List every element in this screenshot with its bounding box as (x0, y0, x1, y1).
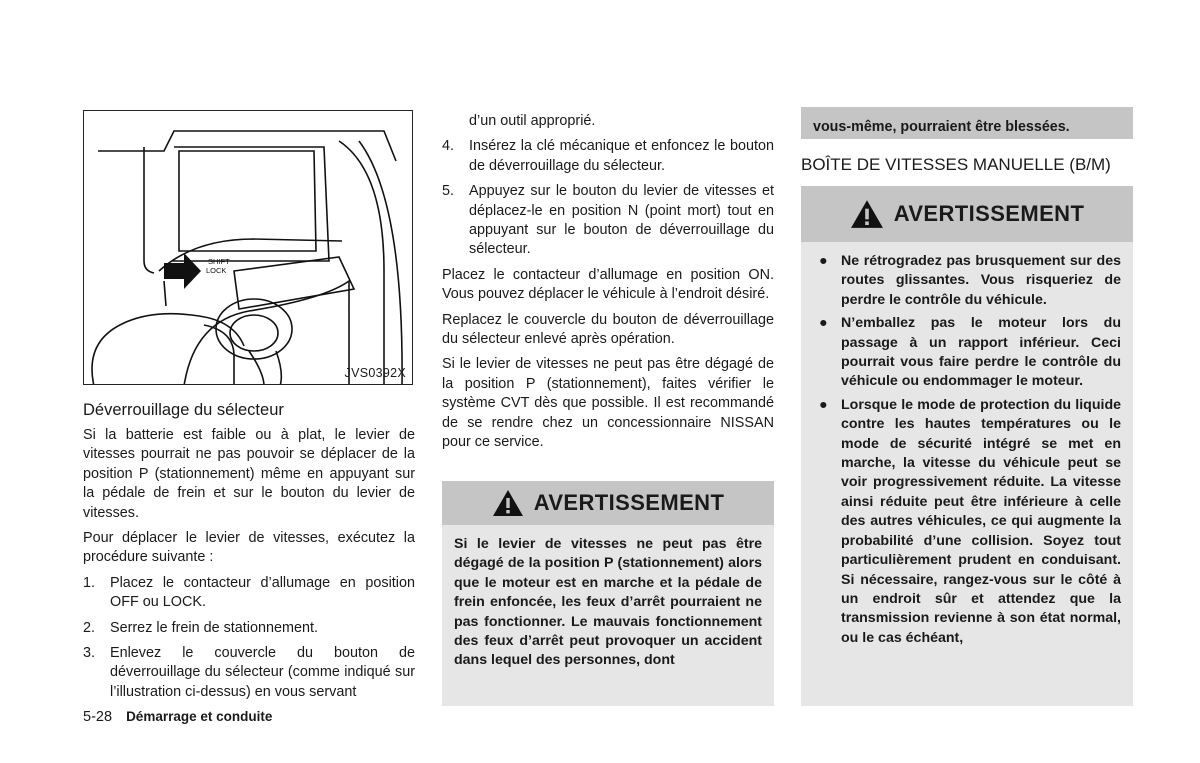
col2-body (442, 112, 774, 459)
bullet: ● (819, 315, 828, 332)
console-drawing (84, 111, 413, 385)
list-item (442, 137, 774, 176)
warning-text: Si le levier de vitesses ne peut pas être dégagé de la position P (stationnement) alors que le moteur est en marche et la pédale de frein enfoncée, les feux d’arrêt pourraient ne pas fonctionner. Le mauvais fonctionnement des feux d’arrêt peut provoquer un accident dans lequel des personnes, dont (454, 536, 762, 669)
procedure-steps (83, 574, 415, 702)
subheading: Déverrouillage du sélecteur (83, 401, 284, 419)
shift-lock-illustration (83, 110, 413, 385)
step-number: 1. (83, 574, 96, 591)
footer-section-title: Démarrage et conduite (126, 709, 273, 724)
section-title: BOÎTE DE VITESSES MANUELLE (B/M) (801, 155, 1111, 174)
bullet-text: Ne rétrogradez pas brusquement sur des routes glissantes. Vous risqueriez de perdre le contrôle du véhicule. (841, 253, 1121, 308)
figure-caption: JVS0392X (344, 366, 406, 380)
bullet-text: Lorsque le mode de protection du liquide contre les hautes températures ou le mode de sécurité intégré se met en marche, la vitesse du véhicule peut se voir progressivement réduite. La vitesse ainsi réduite peut être inférieure à celle des autres véhicules, ce qui augmente la probabilité d’une collision. Soyez tout particulièrement prudent en conduisant. Si nécessaire, rangez-vous sur le côté à un endroit sûr et attendez que la transmission revienne à son état normal, ou le cas échéant, (841, 396, 1121, 646)
paragraph: Si le levier de vitesses ne peut pas être dégagé de la position P (stationnement), faites vérifier le système CVT dès que possible. Il est recommandé de se rendre chez un concessionnaire NISSAN pour ce service. (442, 356, 774, 451)
col1-body (83, 426, 415, 708)
bullet: ● (819, 396, 828, 413)
step-text: Appuyez sur le bouton du levier de vitesses et déplacez-le en position N (point mort) tout en appuyant sur le bouton de déverrouillage du sélecteur. (469, 183, 774, 258)
page-number: 5-28 (83, 709, 113, 725)
warning-header (801, 186, 1133, 242)
lock-label: LOCK (206, 266, 227, 275)
warning-title: AVERTISSEMENT (893, 201, 1085, 226)
paragraph: Replacez le couvercle du bouton de déverrouillage du sélecteur enlevé après opération. (442, 311, 774, 348)
warning-continuation: vous-même, pourraient être blessées. (801, 107, 1133, 139)
bullet-text: N’emballez pas le moteur lors du passage à un rapport inférieur. Ceci pourrait vous faire perdre le contrôle du véhicule ou endommager le moteur. (841, 315, 1121, 390)
step-text: Insérez la clé mécanique et enfoncez le bouton de déverrouillage du sélecteur. (469, 138, 774, 174)
warning-box (442, 481, 774, 706)
paragraph: Placez le contacteur d’allumage en position ON. Vous pouvez déplacer le véhicule à l’endroit désiré. (442, 266, 774, 303)
step-number: 2. (83, 619, 96, 636)
list-item (813, 252, 1121, 310)
warning-triangle-icon (492, 489, 524, 517)
step-text: Serrez le frein de stationnement. (110, 619, 318, 636)
step-continuation: d’un outil approprié. (469, 113, 596, 129)
warning-triangle-icon (850, 199, 884, 229)
list-item (83, 574, 415, 613)
shift-label: SHIFT (208, 257, 230, 266)
warning-list (813, 252, 1121, 648)
warning-header (442, 481, 774, 525)
paragraph: Pour déplacer le levier de vitesses, exécutez la procédure suivante : (83, 530, 415, 566)
list-item (442, 182, 774, 260)
step-number: 5. (442, 183, 455, 200)
step-text: Placez le contacteur d’allumage en position OFF ou LOCK. (110, 574, 415, 611)
warning-title: AVERTISSEMENT (533, 490, 725, 515)
page-footer (83, 709, 272, 725)
list-item (83, 619, 415, 638)
step-text: Enlevez le couvercle du bouton de déverrouillage du sélecteur (comme indiqué sur l’illustration ci-dessus) en vous servant (110, 645, 415, 700)
step-number: 4. (442, 138, 455, 155)
paragraph: Si la batterie est faible ou à plat, le levier de vitesses pourrait ne pas pouvoir se déplacer de la position P (stationnement) même en appuyant sur la pédale de frein et sur le bouton du levier de vitesses. (83, 427, 415, 521)
step-number: 3. (83, 645, 96, 662)
list-item (813, 396, 1121, 648)
list-item (83, 644, 415, 702)
warning-body (801, 242, 1133, 648)
warning-box (801, 186, 1133, 706)
bullet: ● (819, 253, 828, 269)
procedure-steps (442, 137, 774, 259)
list-item (813, 314, 1121, 392)
